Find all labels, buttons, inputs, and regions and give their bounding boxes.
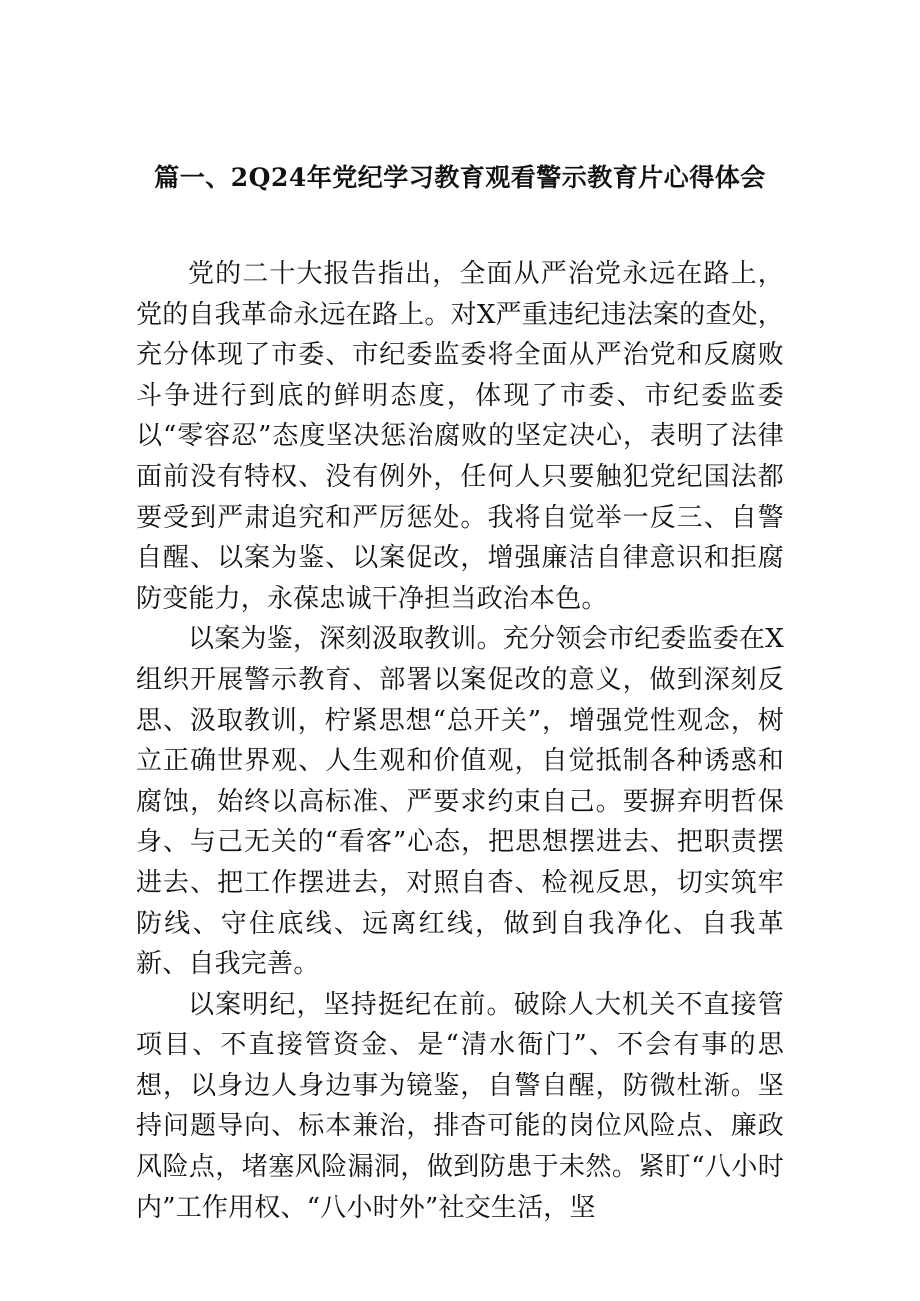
document-title: 篇一、2Q24年党纪学习教育观看警示教育片心得体会	[154, 163, 766, 192]
paragraph-3: 以案明纪，坚持挺纪在前。破除人大机关不直接管项目、不直接管资金、是“清水衙门”、不会有事的思想，以身边人身边事为镜鉴，自警自醒，防微杜渐。坚持问题导向、标本兼治，排杳可能的岗位风险点、廉政风险点，堵塞风险漏洞，做到防患于未然。紧盯“八小时内”工作用权、“八小时外”社交生活，坚	[136, 989, 784, 1223]
document-body	[136, 254, 784, 1228]
paragraph-2: 以案为鉴，深刻汲取教训。充分领会市纪委监委在X组织开展警示教育、部署以案促改的意义，做到深刻反思、汲取教训，柠紧思想“总开关”，增强党性观念，树立正确世界观、人生观和价值观，自觉抵制各种诱惑和腐蚀，始终以高标准、严要求约束自己。要摒弃明哲保身、与己无关的“看客”心态，把思想摆进去、把职责摆进去、把工作摆进去，对照自杳、检视反思，切实筑牢防线、守住底线、远离红线，做到自我净化、自我革新、自我完善。	[136, 624, 784, 980]
paragraph-1: 党的二十大报告指出，全面从严治党永远在路上，党的自我革命永远在路上。对X严重违纪违法案的查处，充分体现了市委、市纪委监委将全面从严治党和反腐败斗争进行到底的鲜明态度，体现了市委、市纪委监委以“零容忍”态度坚决惩治腐败的坚定决心，表明了法律面前没有特权、没有例外，任何人只要触犯党纪国法都要受到严肃追究和严厉惩处。我将自觉举一反三、自警自醒、以案为鉴、以案促改，增强廉洁自律意识和拒腐防变能力，永葆忠诚干净担当政治本色。	[136, 259, 784, 614]
